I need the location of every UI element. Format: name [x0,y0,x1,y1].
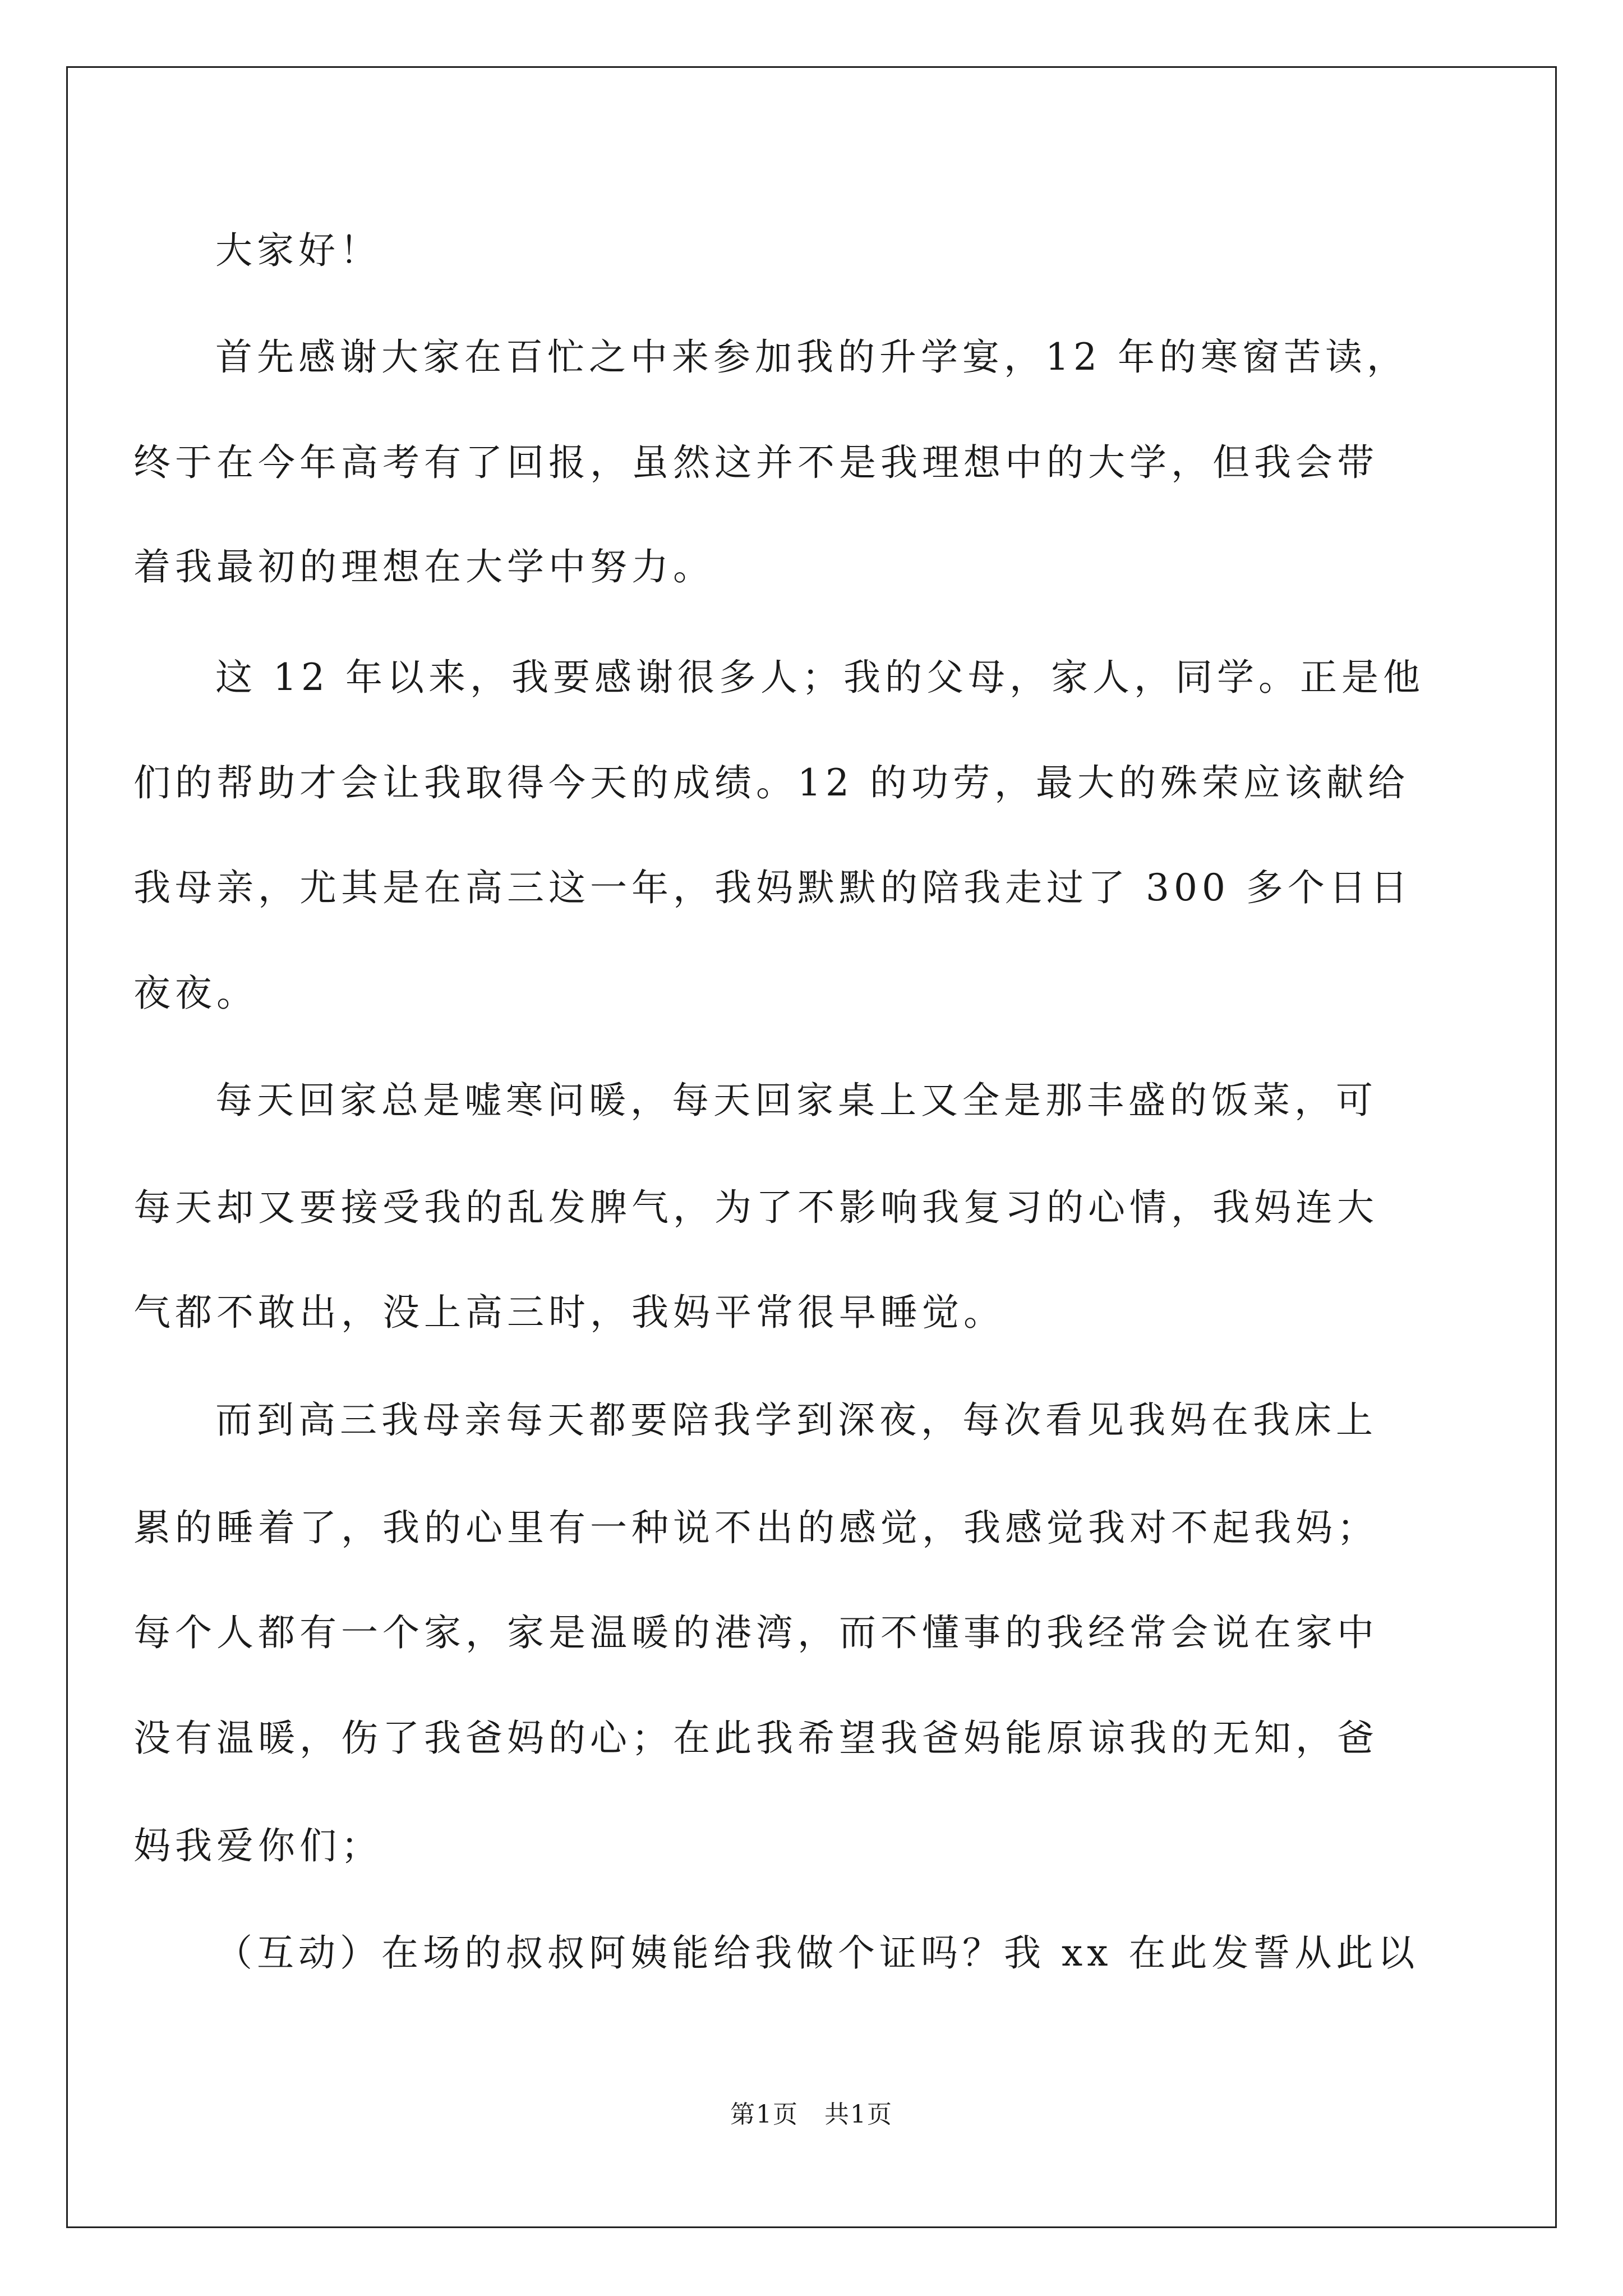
paragraph-2-line-3: 我母亲，尤其是在高三这一年，我妈默默的陪我走过了 300 多个日日 [133,866,1412,909]
page-border [66,66,1557,2228]
paragraph-1-line-3: 着我最初的理想在大学中努力。 [133,545,714,588]
paragraph-4-line-4: 没有温暖，伤了我爸妈的心；在此我希望我爸妈能原谅我的无知，爸 [133,1717,1378,1760]
greeting-line: 大家好！ [215,229,381,272]
paragraph-2-line-4: 夜夜。 [133,972,258,1015]
paragraph-4-line-5: 妈我爱你们； [133,1824,382,1867]
paragraph-4-line-3: 每个人都有一个家，家是温暖的港湾，而不懂事的我经常会说在家中 [133,1611,1378,1654]
paragraph-4-line-2: 累的睡着了，我的心里有一种说不出的感觉，我感觉我对不起我妈； [133,1506,1378,1549]
paragraph-1-line-1: 首先感谢大家在百忙之中来参加我的升学宴，12 年的寒窗苦读， [215,335,1408,379]
paragraph-1-line-2: 终于在今年高考有了回报，虽然这并不是我理想中的大学，但我会带 [133,441,1378,484]
paragraph-4-line-1: 而到高三我母亲每天都要陪我学到深夜，每次看见我妈在我床上 [215,1398,1377,1442]
page-number: 第1页 共1页 [730,2100,893,2129]
paragraph-5-line-1: （互动）在场的叔叔阿姨能给我做个证吗？我 xx 在此发誓从此以 [215,1931,1419,1975]
paragraph-3-line-2: 每天却又要接受我的乱发脾气，为了不影响我复习的心情，我妈连大 [133,1186,1378,1229]
paragraph-2-line-2: 们的帮助才会让我取得今天的成绩。12 的功劳，最大的殊荣应该献给 [133,761,1409,804]
paragraph-3-line-3: 气都不敢出，没上高三时，我妈平常很早睡觉。 [133,1291,1005,1334]
paragraph-2-line-1: 这 12 年以来，我要感谢很多人；我的父母，家人，同学。正是他 [215,656,1424,699]
paragraph-3-line-1: 每天回家总是嘘寒问暖，每天回家桌上又全是那丰盛的饭菜，可 [215,1079,1377,1122]
